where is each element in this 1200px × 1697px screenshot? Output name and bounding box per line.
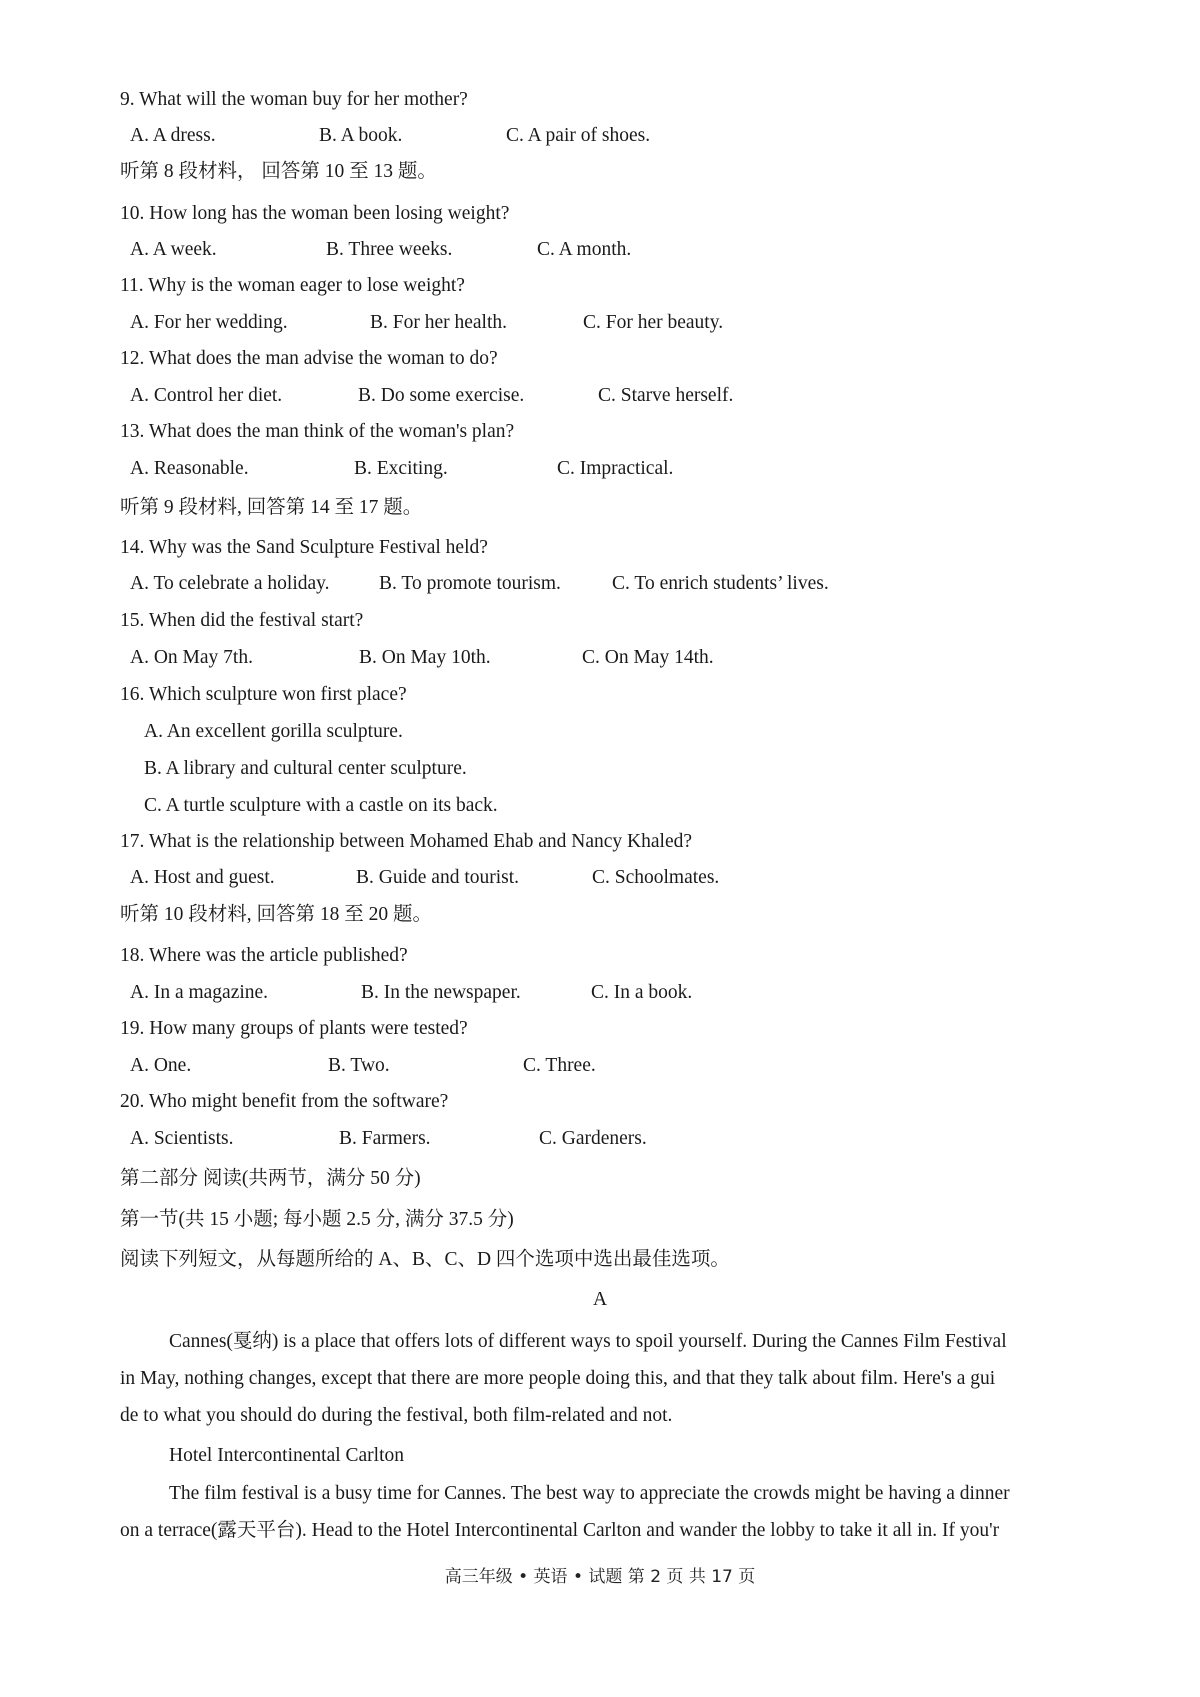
part-2-heading: 第二部分 阅读(共两节，满分 50 分) — [120, 1168, 421, 1189]
option-c: C. In a book. — [591, 982, 693, 1003]
section-9-instruction: 听第 9 段材料, 回答第 14 至 17 题。 — [120, 497, 423, 518]
option-a: A. To celebrate a holiday. — [130, 573, 330, 594]
option-c: C. On May 14th. — [582, 647, 714, 668]
option-c: C. A month. — [537, 239, 632, 260]
question-16-stem: 16. Which sculpture won first place? — [120, 684, 407, 705]
passage-paragraph-2 — [120, 1475, 1082, 1549]
section-10-instruction: 听第 10 段材料, 回答第 18 至 20 题。 — [120, 904, 433, 925]
paragraph-line: in May, nothing changes, except that there are more people doing this, and that they talk about film. Here's a gui — [120, 1368, 996, 1389]
option-b: B. In the newspaper. — [361, 982, 521, 1003]
option-a: A. Scientists. — [130, 1128, 234, 1149]
option-b: B. Guide and tourist. — [356, 867, 520, 888]
option-a: A. Control her diet. — [130, 385, 283, 406]
option-b: B. Exciting. — [354, 458, 448, 479]
question-9-stem: 9. What will the woman buy for her mother? — [120, 89, 468, 110]
option-b: B. For her health. — [370, 312, 508, 333]
section-8-instruction: 听第 8 段材料， 回答第 10 至 13 题。 — [120, 161, 437, 182]
question-16-option-c: C. A turtle sculpture with a castle on its back. — [144, 795, 498, 816]
passage-paragraph-1 — [120, 1323, 1082, 1434]
option-a: A. One. — [130, 1055, 192, 1076]
option-c: C. Schoolmates. — [592, 867, 720, 888]
option-b: B. To promote tourism. — [379, 573, 561, 594]
paragraph-line: de to what you should do during the festival, both film-related and not. — [120, 1405, 673, 1426]
option-a: A. In a magazine. — [130, 982, 269, 1003]
option-c: C. Starve herself. — [598, 385, 734, 406]
paragraph-line: Cannes(戛纳) is a place that offers lots of different ways to spoil yourself. During the Cannes Film Festival — [169, 1331, 1007, 1352]
option-c: C. Impractical. — [557, 458, 674, 479]
passage-letter: A — [592, 1289, 608, 1310]
question-13-stem: 13. What does the man think of the woman's plan? — [120, 421, 515, 442]
option-b: B. On May 10th. — [359, 647, 491, 668]
question-15-stem: 15. When did the festival start? — [120, 610, 364, 631]
option-a: A. Reasonable. — [130, 458, 249, 479]
question-18-stem: 18. Where was the article published? — [120, 945, 408, 966]
question-20-stem: 20. Who might benefit from the software? — [120, 1091, 449, 1112]
option-c: C. A pair of shoes. — [506, 125, 651, 146]
question-14-stem: 14. Why was the Sand Sculpture Festival held? — [120, 537, 488, 558]
question-12-stem: 12. What does the man advise the woman to do? — [120, 348, 498, 369]
option-a: A. For her wedding. — [130, 312, 288, 333]
page-footer: 高三年级 • 英语 • 试题 第 2 页 共 17 页 — [444, 1567, 756, 1587]
passage-heading: Hotel Intercontinental Carlton — [169, 1445, 405, 1466]
paragraph-line: The film festival is a busy time for Cannes. The best way to appreciate the crowds might be having a dinner — [169, 1483, 1010, 1504]
option-b: B. Two. — [328, 1055, 390, 1076]
option-a: A. A week. — [130, 239, 217, 260]
paragraph-line: on a terrace(露天平台). Head to the Hotel Intercontinental Carlton and wander the lobby to take it all in. If you'r — [120, 1520, 1000, 1541]
option-c: C. Three. — [523, 1055, 596, 1076]
option-a: A. A dress. — [130, 125, 216, 146]
option-a: A. Host and guest. — [130, 867, 275, 888]
option-b: B. Three weeks. — [326, 239, 453, 260]
question-16-option-b: B. A library and cultural center sculpture. — [144, 758, 467, 779]
option-c: C. For her beauty. — [583, 312, 724, 333]
question-11-stem: 11. Why is the woman eager to lose weight? — [120, 275, 465, 296]
reading-instruction: 阅读下列短文，从每题所给的 A、B、C、D 四个选项中选出最佳选项。 — [120, 1249, 730, 1270]
option-b: B. Do some exercise. — [358, 385, 525, 406]
option-b: B. Farmers. — [339, 1128, 431, 1149]
option-c: C. To enrich students’ lives. — [612, 573, 829, 594]
question-17-stem: 17. What is the relationship between Mohamed Ehab and Nancy Khaled? — [120, 831, 693, 852]
question-10-stem: 10. How long has the woman been losing weight? — [120, 203, 510, 224]
question-19-stem: 19. How many groups of plants were tested? — [120, 1018, 468, 1039]
option-a: A. On May 7th. — [130, 647, 253, 668]
option-b: B. A book. — [319, 125, 403, 146]
question-16-option-a: A. An excellent gorilla sculpture. — [144, 721, 403, 742]
option-c: C. Gardeners. — [539, 1128, 647, 1149]
section-1-heading: 第一节(共 15 小题; 每小题 2.5 分, 满分 37.5 分) — [120, 1209, 514, 1230]
